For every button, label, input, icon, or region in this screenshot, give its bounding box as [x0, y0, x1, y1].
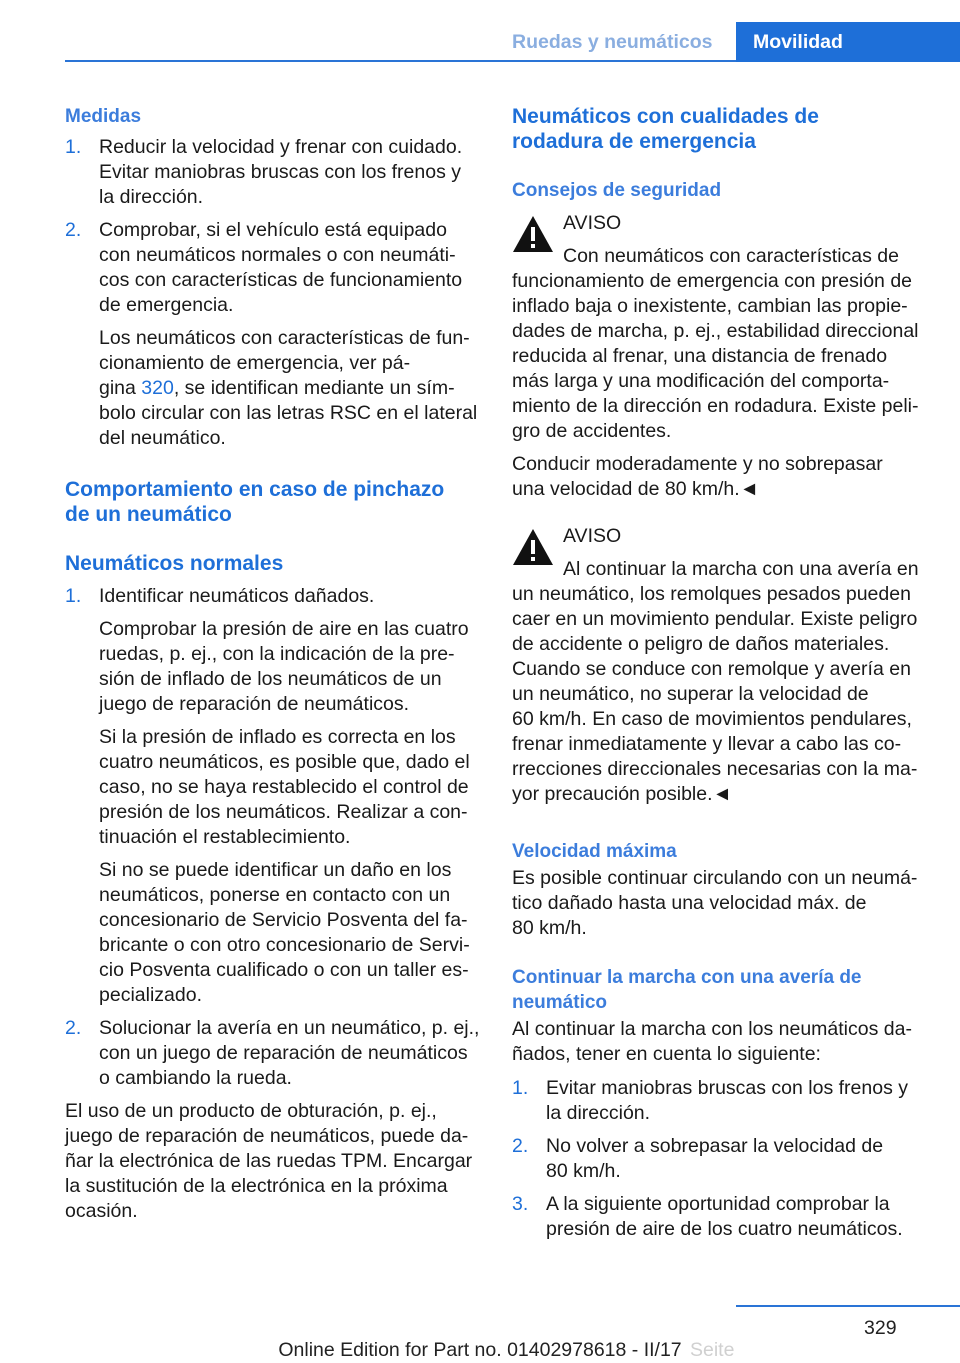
header-section: Ruedas y neumáticos: [512, 31, 713, 53]
watermark: Seite: [690, 1339, 735, 1361]
paragraph: [65, 858, 480, 1008]
text-line: Evitar maniobras bruscas con los frenos y: [99, 161, 461, 183]
title-line: Neumáticos con cualidades de: [512, 105, 819, 128]
text-line: miento de la dirección en rodadura. Existe peli‐: [512, 395, 919, 417]
list-number: 2.: [65, 219, 82, 241]
text-line: presión de los neumáticos. Realizar a con‐: [99, 801, 468, 823]
title-line: de un neumático: [65, 503, 232, 526]
text-line: del neumático.: [99, 427, 226, 449]
text-line: o cambiando la rueda.: [99, 1067, 292, 1089]
text-line: la dirección.: [99, 186, 204, 208]
list-item: [65, 218, 480, 318]
header-tab-label: Movilidad: [753, 31, 843, 53]
text-line: tinuación el restablecimiento.: [99, 826, 351, 848]
text-line: neumáticos, ponerse en contacto con un: [99, 884, 451, 906]
text-line: ruedas, p. ej., con la indicación de la pre‐: [99, 643, 455, 665]
medidas-note: [65, 326, 480, 451]
left-column: [65, 104, 480, 1224]
text-line: rrecciones direccionales necesarias con la ma‐: [512, 758, 918, 780]
continuar-paragraph: [512, 1017, 930, 1067]
footer-edition: Online Edition for Part no. 01402978618 - II/17: [278, 1339, 682, 1361]
text-line: caer en un movimiento pendular. Existe peligro: [512, 608, 918, 630]
text-line: reducida al frenar, una distancia de frenado: [512, 345, 888, 367]
paragraph: [65, 725, 480, 850]
text-line: cionamiento de emergencia, ver pá‐: [99, 352, 411, 374]
text-line: cio Posventa cualificado o con un taller es‐: [99, 959, 469, 981]
text-line: juego de reparación de neumáticos.: [99, 693, 410, 715]
text-line: inflado baja o inexistente, cambian las propie‐: [512, 295, 908, 317]
text-line: de accidente o peligro de daños materiales.: [512, 633, 890, 655]
text-line: sión de inflado de los neumáticos de un: [99, 668, 442, 690]
warning-triangle-icon: [512, 528, 554, 566]
text-span: gina: [99, 377, 142, 399]
text-line: gro de accidentes.: [512, 420, 672, 442]
text-line: con neumáticos normales o con neumáti‐: [99, 244, 456, 266]
page-number: 329: [864, 1317, 897, 1339]
text-line: caso, no se haya restablecido el control de: [99, 776, 469, 798]
text-line: concesionario de Servicio Posventa del fa‐: [99, 909, 468, 931]
header-tab: [736, 22, 960, 62]
text-line: No volver a sobrepasar la velocidad de: [546, 1135, 884, 1157]
text-line: presión de aire de los cuatro neumáticos.: [546, 1218, 903, 1240]
velmax-title: Velocidad máxima: [512, 841, 677, 862]
pinchazo-title: [65, 477, 480, 527]
list-number: 1.: [512, 1077, 529, 1099]
warning-triangle-icon: [512, 215, 554, 253]
warning-label: AVISO: [563, 525, 622, 547]
section-title: [512, 104, 930, 154]
list-item: [65, 1016, 480, 1091]
text-line: Si no se puede identificar un daño en los: [99, 859, 452, 881]
text-line: un neumático, los remolques pesados pueden: [512, 583, 911, 605]
text-line: Al continuar la marcha con una avería en: [563, 558, 919, 580]
text-line: dades de marcha, p. ej., estabilidad direccional: [512, 320, 919, 342]
text-line: ocasión.: [65, 1200, 138, 1222]
text-line: bricante o con otro concesionario de Servi‐: [99, 934, 470, 956]
warning-box: [512, 211, 930, 502]
text-line: Comprobar la presión de aire en las cuatro: [99, 618, 469, 640]
medidas-title: Medidas: [65, 106, 142, 127]
text-line: Evitar maniobras bruscas con los frenos y: [546, 1077, 908, 1099]
text-line: bolo circular con las letras RSC en el lateral: [99, 402, 478, 424]
title-line: Comportamiento en caso de pinchazo: [65, 478, 445, 501]
text-line: Conducir moderadamente y no sobrepasar: [512, 453, 883, 475]
text-line: ñados, tener en cuenta lo siguiente:: [512, 1043, 821, 1065]
text-line: yor precaución posible.◄: [512, 783, 732, 805]
list-item: [512, 1192, 930, 1242]
normales-title: Neumáticos normales: [65, 552, 284, 575]
text-line: la dirección.: [546, 1102, 651, 1124]
list-number: 2.: [65, 1017, 82, 1039]
list-number: 1.: [65, 585, 82, 607]
paragraph: [65, 617, 480, 717]
text-line: frenar inmediatamente y llevar a cabo las co‐: [512, 733, 902, 755]
title-line: rodadura de emergencia: [512, 130, 756, 153]
text-line: juego de reparación de neumáticos, puede da‐: [65, 1125, 469, 1147]
consejos-title: Consejos de seguridad: [512, 180, 722, 201]
warning-label: AVISO: [563, 212, 622, 234]
list-item: [65, 584, 480, 609]
list-number: 1.: [65, 136, 82, 158]
text-line: funcionamiento de emergencia con presión de: [512, 270, 913, 292]
text-line: Comprobar, si el vehículo está equipado: [99, 219, 447, 241]
text-line: Es posible continuar circulando con un neumá‐: [512, 867, 918, 889]
text-line: un neumático, no superar la velocidad de: [512, 683, 869, 705]
text-line: ñar la electrónica de las ruedas TPM. Encargar: [65, 1150, 473, 1172]
list-number: 2.: [512, 1135, 529, 1157]
text-line: de emergencia.: [99, 294, 234, 316]
text-line: 60 km/h. En caso de movimientos pendulares,: [512, 708, 912, 730]
text-line: [99, 376, 480, 401]
text-line: 80 km/h.: [512, 917, 587, 939]
text-line: cos con características de funcionamiento: [99, 269, 463, 291]
text-line: la sustitución de la electrónica en la próxima: [65, 1175, 448, 1197]
text-line: más larga y una modificación del comporta‐: [512, 370, 890, 392]
text-line: Identificar neumáticos dañados.: [99, 585, 375, 607]
list-item: [512, 1134, 930, 1184]
list-number: 3.: [512, 1193, 529, 1215]
page-header: [0, 0, 960, 62]
text-line: Al continuar la marcha con los neumáticos da‐: [512, 1018, 912, 1040]
continuar-title: [512, 965, 930, 1015]
right-column: [512, 104, 930, 1242]
text-line: 80 km/h.: [546, 1160, 621, 1182]
text-line: tico dañado hasta una velocidad máx. de: [512, 892, 867, 914]
text-line: A la siguiente oportunidad comprobar la: [546, 1193, 890, 1215]
list-item: [65, 135, 480, 210]
text-span: , se identifican mediante un sím‐: [173, 377, 455, 399]
closing-paragraph: [65, 1099, 480, 1224]
text-line: Solucionar la avería en un neumático, p. ej.,: [99, 1017, 480, 1039]
text-line: una velocidad de 80 km/h.◄: [512, 478, 759, 500]
text-line: Cuando se conduce con remolque y avería en: [512, 658, 911, 680]
text-line: pecializado.: [99, 984, 202, 1006]
header-rule: [65, 60, 736, 62]
page-number-rule: [736, 1305, 960, 1307]
text-line: Si la presión de inflado es correcta en los: [99, 726, 456, 748]
warning-box: [512, 524, 930, 807]
title-line: neumático: [512, 992, 608, 1013]
title-line: Continuar la marcha con una avería de: [512, 967, 862, 988]
text-line: cuatro neumáticos, es posible que, dado el: [99, 751, 470, 773]
text-line: Los neumáticos con características de fun‐: [99, 327, 470, 349]
list-item: [512, 1076, 930, 1126]
velmax-paragraph: [512, 866, 930, 941]
text-line: Con neumáticos con características de: [563, 245, 899, 267]
text-line: con un juego de reparación de neumáticos: [99, 1042, 468, 1064]
text-line: Reducir la velocidad y frenar con cuidado.: [99, 136, 463, 158]
text-line: El uso de un producto de obturación, p. ej.,: [65, 1100, 437, 1122]
page-link[interactable]: 320: [141, 377, 174, 399]
